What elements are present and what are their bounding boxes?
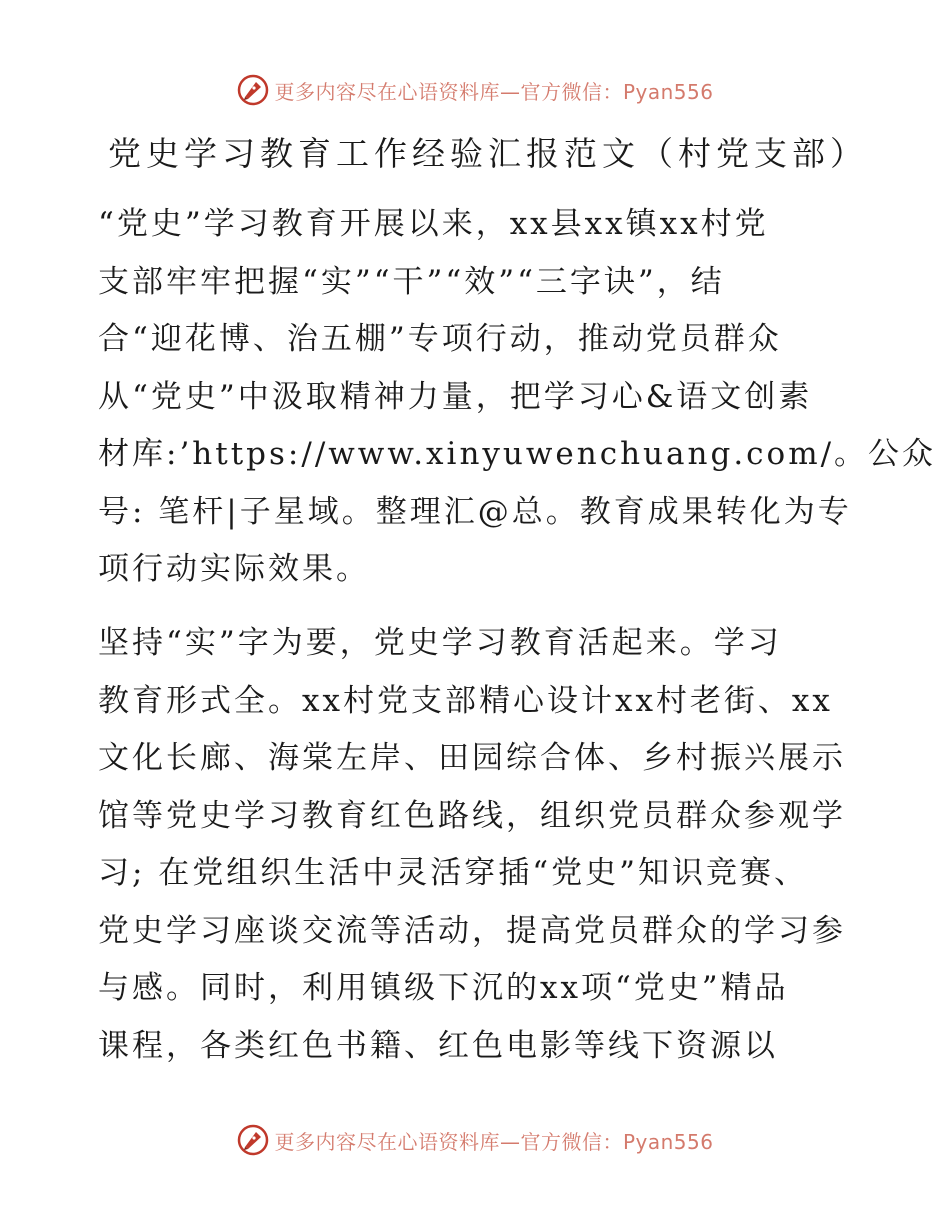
header-banner-text: 更多内容尽在心语资料库—官方微信：Pyan556 [274, 79, 714, 104]
document-title: 党史学习教育工作经验汇报范文（村党支部） [108, 134, 868, 173]
paragraph-line: 与感。同时，利用镇级下沉的xx项“党史”精品 [98, 970, 789, 1006]
paragraph-1 [98, 196, 937, 599]
paragraph-line: 文化长廊、海棠左岸、田园综合体、乡村振兴展示 [98, 740, 846, 776]
footer-banner [0, 1120, 950, 1160]
paragraph-line: 合“迎花博、治五棚”专项行动，推动党员群众 [98, 321, 782, 357]
paragraph-line: 馆等党史学习教育红色路线，组织党员群众参观学 [98, 797, 846, 834]
paragraph-line: 党史学习座谈交流等活动，提高党员群众的学习参 [98, 912, 846, 949]
header-banner [0, 70, 950, 110]
paragraph-line: 支部牢牢把握“实”“干”“效”“三字诀”，结 [98, 263, 725, 300]
footer-banner-text: 更多内容尽在心语资料库—官方微信：Pyan556 [274, 1129, 714, 1154]
paragraph-line: 号: 笔杆|子星域。整理汇@总。教育成果转化为专 [98, 493, 852, 530]
paragraph-line: “党史”学习教育开展以来，xx县xx镇xx村党 [98, 206, 769, 242]
paragraph-line: 材库:’https://www.xinyuwenchuang.com/。公众 [98, 436, 937, 472]
paragraph-2 [98, 615, 858, 1075]
paragraph-line: 习; 在党组织生活中灵活穿插“党史”知识竞赛、 [98, 855, 808, 891]
paragraph-line: 教育形式全。xx村党支部精心设计xx村老街、xx [98, 682, 833, 719]
paragraph-line: 项行动实际效果。 [98, 551, 370, 587]
paragraph-line: 坚持“实”字为要，党史学习教育活起来。学习 [98, 625, 782, 661]
paragraph-line: 从“党史”中汲取精神力量，把学习心&语文创素 [98, 378, 813, 415]
paragraph-line: 课程，各类红色书籍、红色电影等线下资源以 [98, 1027, 778, 1064]
pen-nib-logo-icon [236, 1123, 270, 1157]
pen-nib-logo-icon [236, 73, 270, 107]
